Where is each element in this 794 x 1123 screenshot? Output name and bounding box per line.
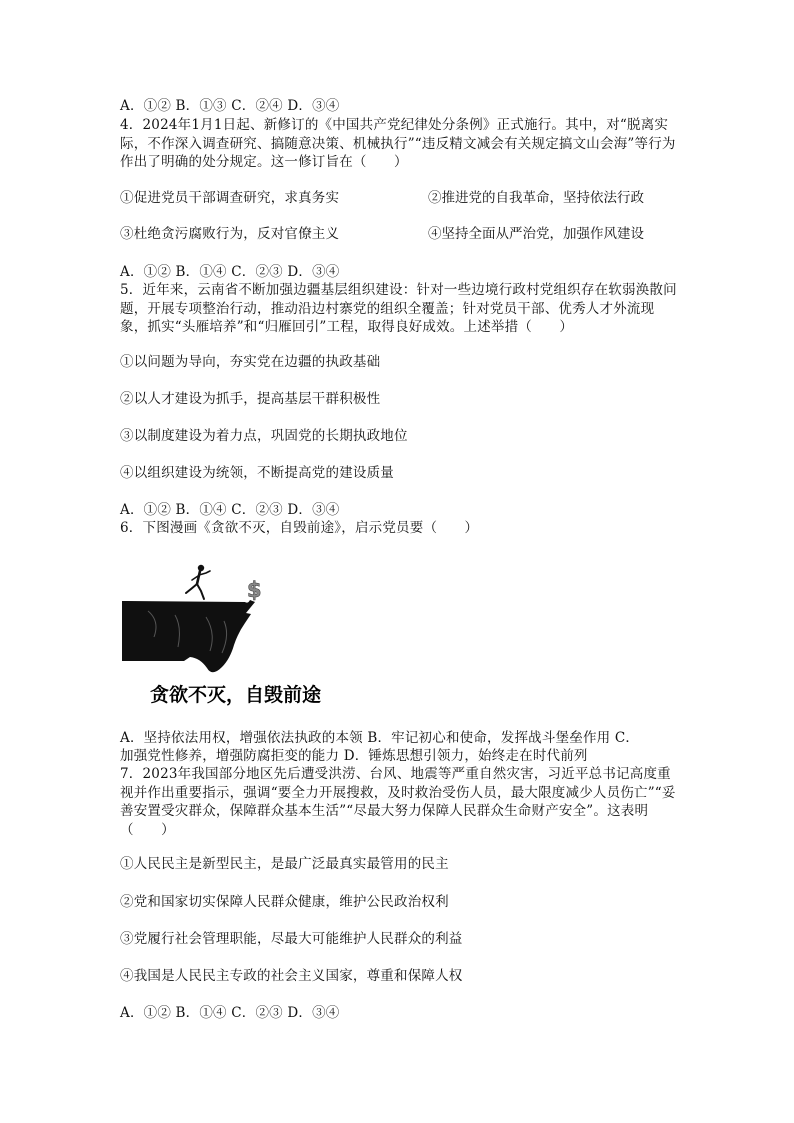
q5-item-2: ②以人才建设为抓手，提高基层干群积极性 [120,391,381,407]
dollar-sign-icon: $ [247,578,262,602]
q7-answer-options: A．①② B．①④ C．②③ D．③④ [120,1005,340,1021]
q7-stem: 7．2023年我国部分地区先后遭受洪涝、台风、地震等严重自然灾害，习近平总书记高度重视并作出重要指示，强调“要全力开展搜救，及时救治受伤人员，最大限度减少人员伤亡”“妥善安置受灾群众，保障群众基本生活”“尽最大努力保障人民群众生命财产安全”。这表明（ ） [120,766,676,838]
q4-stem: 4．2024年1月1日起、新修订的《中国共产党纪律处分条例》正式施行。其中，对“脱离实际，不作深入调查研究、搞随意决策、机械执行”“违反精文减会有关规定搞文山会海”等行为作出了明确的处分规定。这一修订旨在（ ） [120,117,676,170]
q7-item-3: ③党履行社会管理职能，尽最大可能维护人民群众的利益 [120,931,463,947]
q5-item-4: ④以组织建设为统领，不断提高党的建设质量 [120,465,394,481]
q3-answer-options: A．①② B．①③ C．②④ D．③④ [120,98,340,114]
q4-item-3: ③杜绝贪污腐败行为，反对官僚主义 [120,226,340,242]
q5-item-1: ①以问题为导向，夯实党在边疆的执政基础 [120,354,381,370]
q7-item-1: ①人民民主是新型民主，是最广泛最真实最管用的民主 [120,856,449,872]
comic-caption: 贪欲不灭，自毁前途 [150,684,322,706]
q6-answer-line-2: 加强党性修养，增强防腐拒变的能力 D．锤炼思想引领力，始终走在时代前列 [120,748,588,764]
q6-answer-line-1: A．坚持依法用权，增强依法执政的本领 B．牢记初心和使命，发挥战斗堡垒作用 C． [120,730,640,746]
q5-stem: 5．近年来，云南省不断加强边疆基层组织建设：针对一些边境行政村党组织存在软弱涣散问题，开展专项整治行动，推动沿边村寨党的组织全覆盖；针对党员干部、优秀人才外流现象，抓实“头雁培养”和“归雁回引”工程，取得良好成效。上述举措（ ） [120,282,677,335]
q4-answer-options: A．①② B．①④ C．②③ D．③④ [120,264,340,280]
q7-item-2: ②党和国家切实保障人民群众健康，维护公民政治权利 [120,894,449,910]
running-man-figure [186,565,210,599]
q5-answer-options: A．①② B．①④ C．②③ D．③④ [120,502,340,518]
q5-item-3: ③以制度建设为着力点，巩固党的长期执政地位 [120,428,408,444]
q7-item-4: ④我国是人民民主专政的社会主义国家，尊重和保障人权 [120,968,463,984]
comic-image [120,555,338,710]
q6-stem: 6．下图漫画《贪欲不灭，自毁前途》，启示党员要（ ） [120,520,479,536]
q4-item-2: ②推进党的自我革命，坚持依法行政 [428,190,644,206]
q4-item-4: ④坚持全面从严治党，加强作风建设 [428,226,644,242]
q4-item-1: ①促进党员干部调查研究，求真务实 [120,190,340,206]
